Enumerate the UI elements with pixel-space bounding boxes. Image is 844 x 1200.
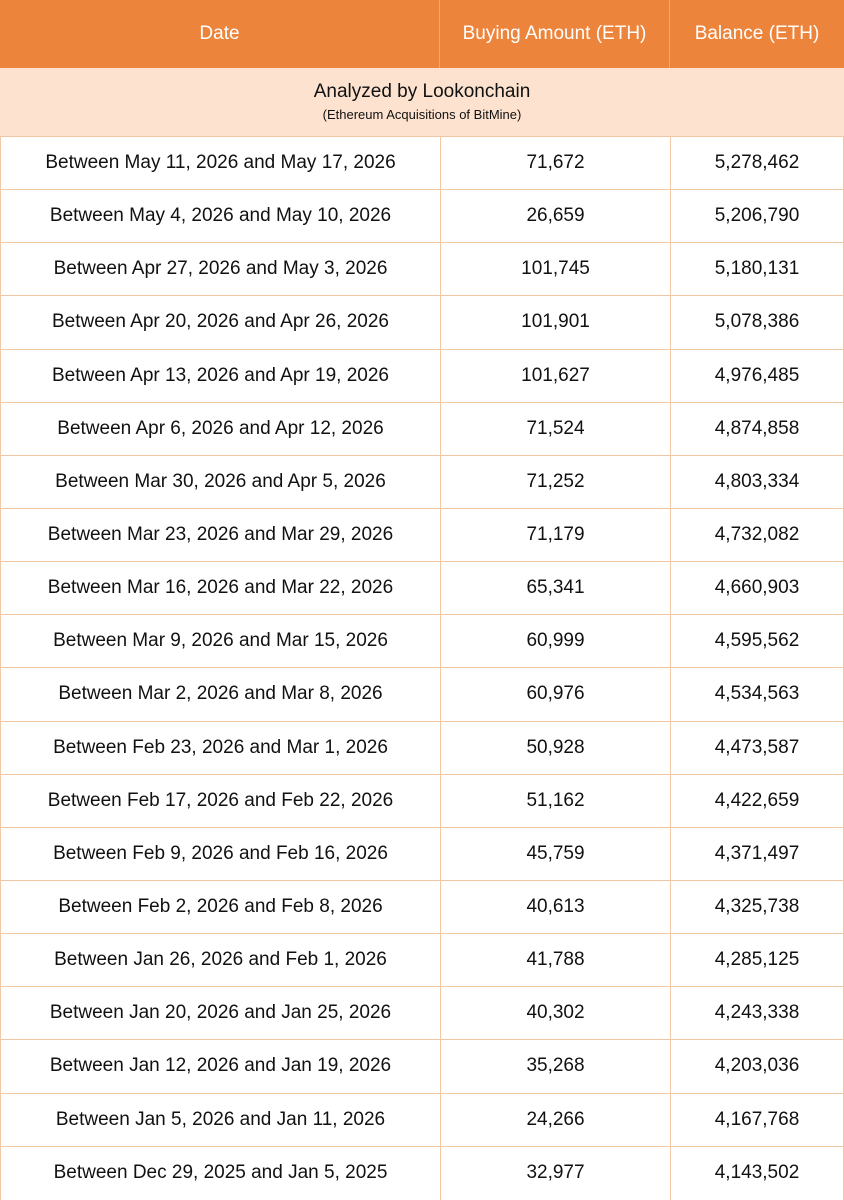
row-date-cell: Between Dec 29, 2025 and Jan 5, 2025 <box>0 1147 440 1200</box>
row-buying-cell: 71,252 <box>440 456 670 508</box>
row-date-cell: Between Jan 12, 2026 and Jan 19, 2026 <box>0 1040 440 1092</box>
row-buying-cell: 32,977 <box>440 1147 670 1200</box>
row-balance-cell: 4,803,334 <box>670 456 844 508</box>
table-row <box>0 350 844 403</box>
row-buying-cell: 60,976 <box>440 668 670 720</box>
row-balance-cell: 4,285,125 <box>670 934 844 986</box>
table-body <box>0 137 844 1200</box>
table-row <box>0 1147 844 1200</box>
analysis-banner <box>0 68 844 137</box>
row-buying-cell: 45,759 <box>440 828 670 880</box>
row-buying-cell: 60,999 <box>440 615 670 667</box>
row-date-cell: Between Feb 17, 2026 and Feb 22, 2026 <box>0 775 440 827</box>
header-balance: Balance (ETH) <box>694 23 820 44</box>
row-balance-cell: 4,203,036 <box>670 1040 844 1092</box>
row-buying-cell: 24,266 <box>440 1094 670 1146</box>
table-row <box>0 934 844 987</box>
row-buying-cell: 40,613 <box>440 881 670 933</box>
banner-subtitle: (Ethereum Acquisitions of BitMine) <box>322 107 522 122</box>
banner-title: Analyzed by Lookonchain <box>313 81 531 102</box>
row-balance-cell: 4,732,082 <box>670 509 844 561</box>
table-row <box>0 615 844 668</box>
row-balance-cell: 4,976,485 <box>670 350 844 402</box>
row-buying-cell: 26,659 <box>440 190 670 242</box>
row-balance-cell: 5,180,131 <box>670 243 844 295</box>
row-date-cell: Between Feb 9, 2026 and Feb 16, 2026 <box>0 828 440 880</box>
row-balance-cell: 4,371,497 <box>670 828 844 880</box>
row-date-cell: Between Mar 16, 2026 and Mar 22, 2026 <box>0 562 440 614</box>
row-date-cell: Between Apr 13, 2026 and Apr 19, 2026 <box>0 350 440 402</box>
row-balance-cell: 5,206,790 <box>670 190 844 242</box>
row-date-cell: Between Mar 23, 2026 and Mar 29, 2026 <box>0 509 440 561</box>
table-row <box>0 137 844 190</box>
row-date-cell: Between Apr 6, 2026 and Apr 12, 2026 <box>0 403 440 455</box>
row-date-cell: Between May 4, 2026 and May 10, 2026 <box>0 190 440 242</box>
table-row <box>0 987 844 1040</box>
table-row <box>0 1040 844 1093</box>
row-buying-cell: 40,302 <box>440 987 670 1039</box>
row-buying-cell: 35,268 <box>440 1040 670 1092</box>
table-row <box>0 881 844 934</box>
table-row <box>0 668 844 721</box>
table-row <box>0 243 844 296</box>
row-buying-cell: 71,672 <box>440 137 670 189</box>
header-buying-amount: Buying Amount (ETH) <box>440 0 670 68</box>
row-buying-cell: 65,341 <box>440 562 670 614</box>
row-balance-cell: 4,143,502 <box>670 1147 844 1200</box>
row-buying-cell: 50,928 <box>440 722 670 774</box>
row-balance-cell: 4,325,738 <box>670 881 844 933</box>
table-row <box>0 403 844 456</box>
row-buying-cell: 71,179 <box>440 509 670 561</box>
row-balance-cell: 4,660,903 <box>670 562 844 614</box>
row-date-cell: Between Jan 26, 2026 and Feb 1, 2026 <box>0 934 440 986</box>
row-date-cell: Between Apr 20, 2026 and Apr 26, 2026 <box>0 296 440 348</box>
table-row <box>0 456 844 509</box>
row-balance-cell: 4,534,563 <box>670 668 844 720</box>
row-buying-cell: 101,627 <box>440 350 670 402</box>
row-balance-cell: 4,874,858 <box>670 403 844 455</box>
row-balance-cell: 4,167,768 <box>670 1094 844 1146</box>
row-date-cell: Between Mar 30, 2026 and Apr 5, 2026 <box>0 456 440 508</box>
table-row <box>0 562 844 615</box>
row-date-cell: Between Feb 2, 2026 and Feb 8, 2026 <box>0 881 440 933</box>
row-balance-cell: 4,595,562 <box>670 615 844 667</box>
row-date-cell: Between Jan 20, 2026 and Jan 25, 2026 <box>0 987 440 1039</box>
table-header <box>0 0 844 68</box>
row-date-cell: Between May 11, 2026 and May 17, 2026 <box>0 137 440 189</box>
table-row <box>0 1094 844 1147</box>
row-balance-cell: 5,078,386 <box>670 296 844 348</box>
row-date-cell: Between Mar 2, 2026 and Mar 8, 2026 <box>0 668 440 720</box>
row-balance-cell: 5,278,462 <box>670 137 844 189</box>
header-date: Date <box>0 0 440 68</box>
table-row <box>0 722 844 775</box>
row-date-cell: Between Apr 27, 2026 and May 3, 2026 <box>0 243 440 295</box>
row-date-cell: Between Feb 23, 2026 and Mar 1, 2026 <box>0 722 440 774</box>
table-row <box>0 509 844 562</box>
row-buying-cell: 41,788 <box>440 934 670 986</box>
row-date-cell: Between Mar 9, 2026 and Mar 15, 2026 <box>0 615 440 667</box>
row-balance-cell: 4,473,587 <box>670 722 844 774</box>
row-buying-cell: 101,745 <box>440 243 670 295</box>
table-row <box>0 828 844 881</box>
table-row <box>0 190 844 243</box>
row-buying-cell: 101,901 <box>440 296 670 348</box>
row-date-cell: Between Jan 5, 2026 and Jan 11, 2026 <box>0 1094 440 1146</box>
table-row <box>0 775 844 828</box>
row-buying-cell: 71,524 <box>440 403 670 455</box>
table-row <box>0 296 844 349</box>
row-balance-cell: 4,422,659 <box>670 775 844 827</box>
row-balance-cell: 4,243,338 <box>670 987 844 1039</box>
row-buying-cell: 51,162 <box>440 775 670 827</box>
